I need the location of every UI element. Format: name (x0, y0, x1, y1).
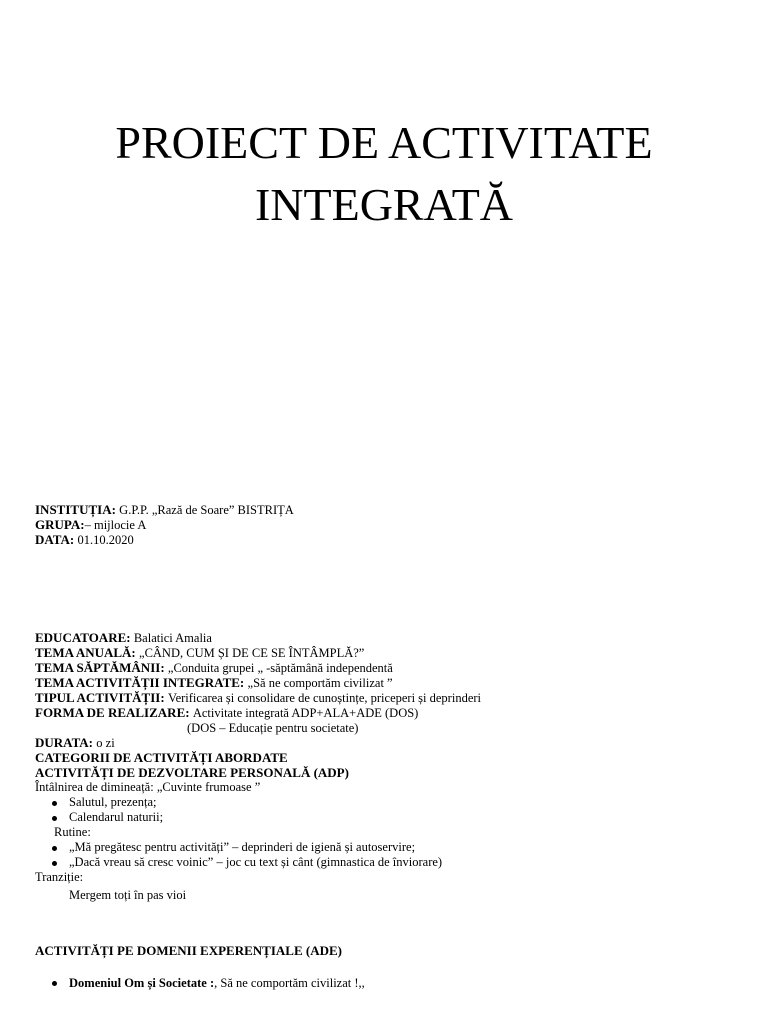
institutia-value: G.P.P. „Rază de Soare” BISTRIȚA (119, 503, 294, 517)
tipul-label: TIPUL ACTIVITĂȚII: (35, 690, 165, 705)
adp-heading: ACTIVITĂȚI DE DEZVOLTARE PERSONALĂ (ADP) (35, 765, 349, 780)
ade-item-label: Domeniul Om și Societate : (69, 976, 215, 990)
tranzitie-value: Mergem toți în pas vioi (69, 888, 187, 902)
grupa-value: – mijlocie A (84, 518, 147, 532)
ade-item-value: , Să ne comportăm civilizat !,, (214, 976, 365, 990)
list-item: Salutul, prezența; (35, 795, 481, 810)
tema-activitatii-line (35, 675, 481, 690)
list-item: „Dacă vreau să cresc voinic” – joc cu text și cânt (gimnastica de înviorare) (35, 855, 481, 870)
intalnirea-line: Întâlnirea de dimineață: „Cuvinte frumoase ” (35, 780, 261, 794)
data-line (35, 532, 294, 547)
data-label: DATA: (35, 532, 75, 547)
title-line-2: INTEGRATĂ (254, 179, 514, 230)
durata-label: DURATA: (35, 735, 94, 750)
tema-activitatii-label: TEMA ACTIVITĂȚII INTEGRATE: (35, 675, 245, 690)
durata-line (35, 735, 481, 750)
grupa-label: GRUPA: (35, 517, 85, 532)
tema-saptamanii-label: TEMA SĂPTĂMÂNII: (35, 660, 165, 675)
forma-value-2: (DOS – Educație pentru societate) (187, 721, 359, 735)
ade-block (35, 943, 365, 990)
tema-saptamanii-value: „Conduita grupei „ -săptămână independentă (167, 661, 393, 675)
forma-value: Activitate integrată ADP+ALA+ADE (DOS) (192, 706, 419, 720)
tema-anuala-label: TEMA ANUALĂ: (35, 645, 136, 660)
forma-line (35, 705, 481, 720)
institutia-line (35, 502, 294, 517)
rutine-label: Rutine: (54, 825, 91, 839)
tema-activitatii-value: „Să ne comportăm civilizat ” (247, 676, 393, 690)
list-item: „Mă pregătesc pentru activități” – deprinderi de igienă și autoservire; (35, 840, 481, 855)
educatoare-value: Balatici Amalia (133, 631, 212, 645)
details-block (35, 630, 481, 903)
durata-value: o zi (96, 736, 115, 750)
forma-line-2 (35, 720, 481, 735)
educatoare-label: EDUCATOARE: (35, 630, 131, 645)
tema-anuala-value: „CÂND, CUM ȘI DE CE SE ÎNTÂMPLĂ?” (139, 646, 365, 660)
forma-label: FORMA DE REALIZARE: (35, 705, 190, 720)
educatoare-line (35, 630, 481, 645)
grupa-line (35, 517, 294, 532)
ade-heading: ACTIVITĂȚI PE DOMENII EXPERENȚIALE (ADE) (35, 943, 342, 958)
tema-saptamanii-line (35, 660, 481, 675)
categorii-heading: CATEGORII DE ACTIVITĂȚI ABORDATE (35, 750, 288, 765)
institutia-label: INSTITUȚIA: (35, 502, 116, 517)
tema-anuala-line (35, 645, 481, 660)
tipul-line (35, 690, 481, 705)
list-item: Calendarul naturii; (35, 810, 481, 825)
document-title (0, 112, 768, 236)
info-block (35, 502, 294, 547)
list-item (35, 975, 365, 990)
title-line-1: PROIECT DE ACTIVITATE (115, 117, 653, 168)
tranzitie-label: Tranziție: (35, 870, 84, 884)
data-value: 01.10.2020 (77, 533, 134, 547)
tipul-value: Verificarea și consolidare de cunoștințe, priceperi și deprinderi (167, 691, 482, 705)
